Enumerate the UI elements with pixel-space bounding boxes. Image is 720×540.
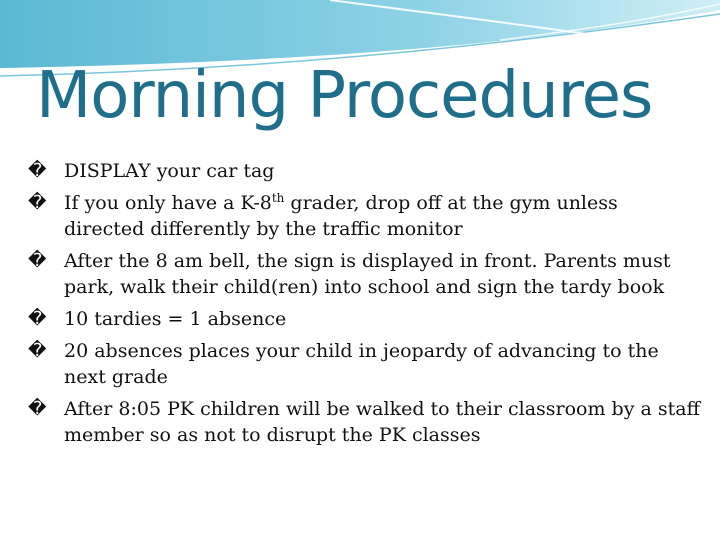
bullet-text: After the 8 am bell, the sign is displayed in front. Parents must park, walk their child(ren) into school and sign the tardy book <box>64 250 671 298</box>
bullet-item <box>28 396 704 448</box>
bullet-text: If you only have a K-8 <box>64 192 272 214</box>
bullet-item <box>28 306 704 332</box>
bullet-item <box>28 248 704 300</box>
bullet-text: After 8:05 PK children will be walked to their classroom by a staff member so as not to disrupt the PK classes <box>64 398 701 446</box>
bullet-marker-icon: � <box>28 192 47 213</box>
bullet-item <box>28 158 704 184</box>
bullet-marker-icon: � <box>28 160 47 181</box>
bullet-text: 20 absences places your child in jeopardy of advancing to the next grade <box>64 340 659 388</box>
slide-title: Morning Procedures <box>36 59 653 133</box>
bullet-list <box>28 158 704 454</box>
bullet-item <box>28 190 704 242</box>
bullet-text-continued: grader, drop off at the gym unless directed differently by the traffic monitor <box>64 192 618 240</box>
bullet-marker-icon: � <box>28 250 47 271</box>
bullet-marker-icon: � <box>28 308 47 329</box>
bullet-marker-icon: � <box>28 398 47 419</box>
bullet-item <box>28 338 704 390</box>
bullet-text: DISPLAY your car tag <box>64 160 275 182</box>
bullet-marker-icon: � <box>28 340 47 361</box>
bullet-text-superscript: th <box>271 191 285 205</box>
bullet-text: 10 tardies = 1 absence <box>64 308 287 330</box>
